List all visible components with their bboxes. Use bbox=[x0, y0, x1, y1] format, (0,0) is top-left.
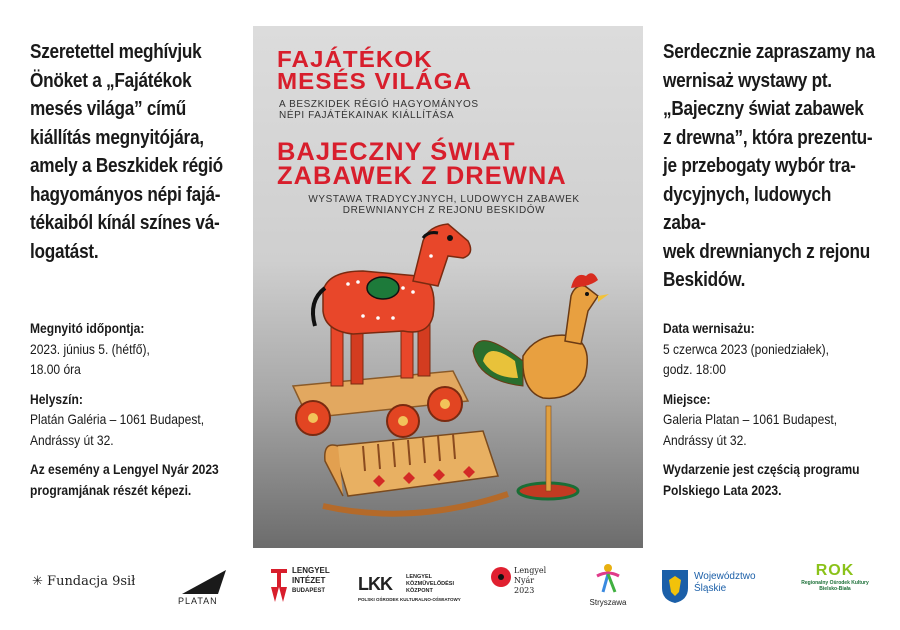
horse-saddle bbox=[367, 277, 399, 299]
poster-title-hu-2: MESÉS VILÁGA bbox=[277, 68, 473, 94]
wheel-hub bbox=[398, 416, 408, 426]
polish-lead-text: Serdecznie zapraszamy na wernisaż wystawy pt. „Bajeczny świat zabawek z drewna”, która prezentu- je przebogaty wybór tra- dycyjnych, ludowych zaba- wek drewnianych z rejonu Beskidów. bbox=[663, 41, 875, 291]
event-note: Wydarzenie jest częścią programu bbox=[663, 461, 860, 477]
fundacja-logo: ✳ Fundacja 9sił bbox=[32, 574, 136, 589]
date-value: 5 czerwca 2023 (poniedziałek), bbox=[663, 340, 829, 357]
exhibition-poster bbox=[253, 26, 643, 548]
date-label: Megnyitó időpontja: bbox=[30, 320, 145, 336]
platan-logo: PLATAN bbox=[178, 566, 230, 608]
lkk-mark: LKK bbox=[358, 574, 392, 594]
hungarian-lead-text: Szeretettel meghívjuk Önöket a „Fajátékok mesés világa” című kiállítás megnyitójára, amely a Beszkidek régió hagyományos népi fajá- tékaiból kínál színes vá- logatást. bbox=[30, 41, 223, 263]
figure-icon bbox=[593, 562, 623, 596]
horse-leg bbox=[331, 326, 343, 386]
stryszawa-logo: Stryszawa bbox=[583, 562, 633, 607]
hungarian-details bbox=[30, 318, 245, 509]
sponsor-logos bbox=[0, 560, 900, 620]
rooster-eye bbox=[585, 292, 589, 296]
coat-of-arms-icon bbox=[660, 568, 690, 604]
place-label: Miejsce: bbox=[663, 390, 711, 407]
wooden-toys-illustration bbox=[253, 26, 643, 548]
place-label: Helyszín: bbox=[30, 390, 83, 407]
place-value: Platán Galéria – 1061 Budapest, bbox=[30, 411, 205, 427]
rooster-leg bbox=[546, 406, 551, 491]
horse-head bbox=[413, 224, 471, 286]
event-note-2: programjának részét képezi. bbox=[30, 481, 192, 498]
time-value: godz. 18:00 bbox=[663, 361, 726, 377]
address-value: Andrássy út 32. bbox=[30, 431, 114, 448]
time-value: 18.00 óra bbox=[30, 361, 81, 377]
rooster-beak bbox=[598, 294, 609, 302]
polish-invitation bbox=[663, 38, 878, 295]
poster-subtitle-hu: A BESZKIDEK RÉGIÓ HAGYOMÁNYOS NÉPI FAJÁTÉKAINAK KIÁLLÍTÁSA bbox=[279, 99, 479, 121]
hungarian-invitation bbox=[30, 38, 245, 266]
poppy-icon bbox=[490, 566, 512, 588]
event-note-2: Polskiego Lata 2023. bbox=[663, 481, 782, 498]
rooster-comb bbox=[571, 273, 598, 288]
date-value: 2023. június 5. (hétfő), bbox=[30, 340, 150, 357]
rok-logo: ROK Regionalny Ośrodek Kultury Bielsko-Biała bbox=[801, 562, 869, 592]
address-value: Andrássy út 32. bbox=[663, 431, 747, 448]
lengyel-nyar-logo: Lengyel Nyár 2023 bbox=[490, 566, 550, 596]
horse-eye bbox=[447, 235, 453, 241]
person-icon bbox=[268, 566, 290, 604]
rok-mark: ROK bbox=[815, 562, 855, 579]
event-note: Az esemény a Lengyel Nyár 2023 bbox=[30, 461, 219, 477]
poster-title-pl-2: ZABAWEK Z DREWNA bbox=[277, 162, 567, 190]
cradle-rocker bbox=[323, 494, 508, 514]
date-label: Data wernisażu: bbox=[663, 320, 755, 336]
rooster-neck bbox=[565, 286, 598, 344]
wheel-hub bbox=[440, 399, 450, 409]
lengyel-intezet-logo: LENGYEL INTÉZET BUDAPEST bbox=[268, 566, 328, 604]
poster-title-hu-1: FAJÁTÉKOK bbox=[277, 46, 433, 72]
wojewodztwo-slaskie-logo: Województwo Śląskie bbox=[660, 568, 780, 604]
place-value: Galeria Platan – 1061 Budapest, bbox=[663, 411, 838, 427]
polish-details bbox=[663, 318, 878, 509]
cradle-body bbox=[333, 431, 498, 496]
poster-subtitle-pl: WYSTAWA TRADYCYJNYCH, LUDOWYCH ZABAWEK DREWNIANYCH Z REJONU BESKIDÓW bbox=[308, 194, 580, 216]
sun-icon: ✳ bbox=[32, 574, 43, 589]
leaf-icon bbox=[178, 566, 230, 596]
poster-title-pl-1: BAJECZNY ŚWIAT bbox=[277, 138, 516, 166]
rooster-body bbox=[523, 335, 587, 398]
lkk-logo: LKK LENGYEL KÖZMŰVELŐDÉSI KÖZPONT POLSKI OŚRODEK KULTURALNO-OŚWIATOWY bbox=[358, 574, 461, 602]
wheel-hub bbox=[308, 413, 318, 423]
